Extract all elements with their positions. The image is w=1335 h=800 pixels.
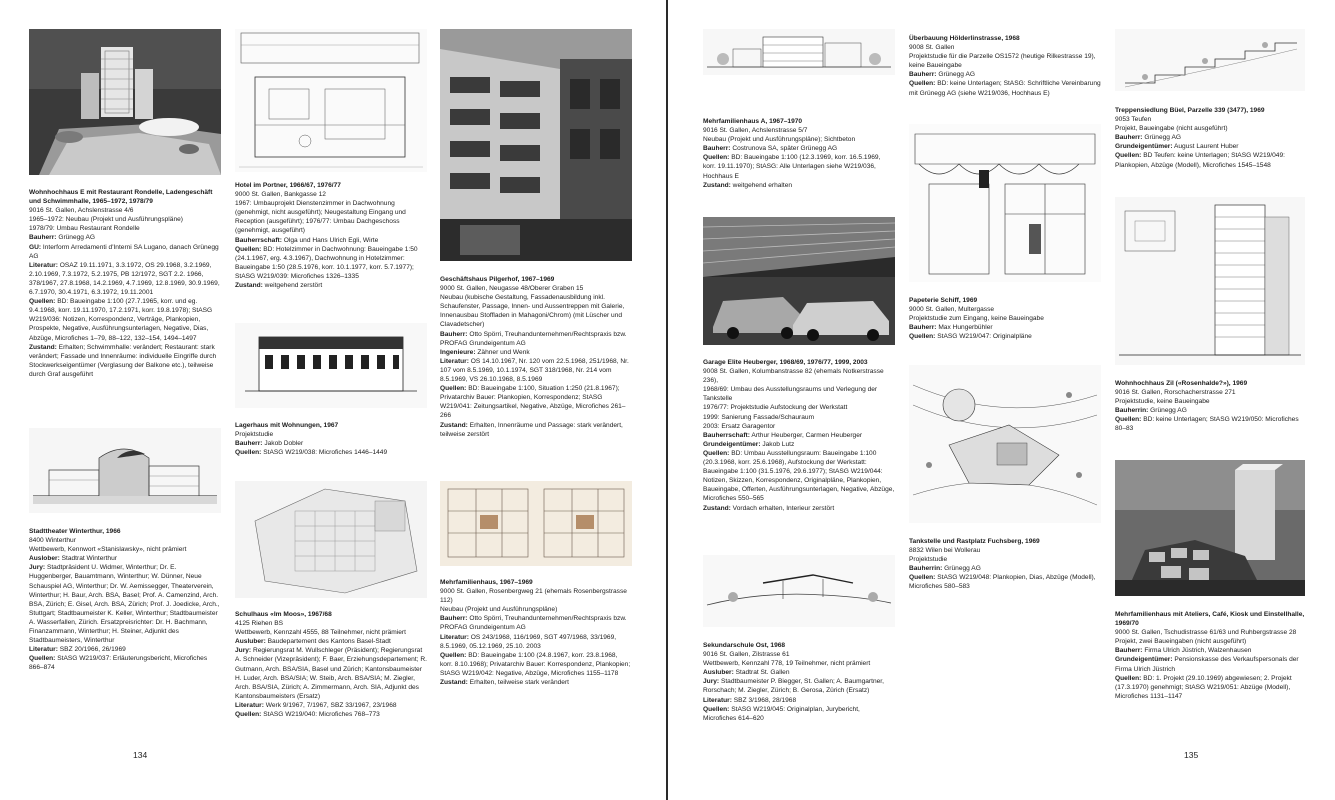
entry-line: Projekt, Baueingabe (nicht ausgeführt) [1115,125,1228,133]
entry-line: Grundeigentümer: August Laurent Huber [1115,143,1239,151]
entry-line: Quellen: BD: keine Unterlagen; StASG: Schriftliche Vereinbarung mit Grünegg AG (siehe W219/036, Hochhaus E) [909,80,1101,97]
entry-line: Zustand: Erhalten; Schwimmhalle: verändert; Restaurant: stark verändert; Fassade und Innenräume: individuelle Eingriffe durch Stockwerkseigentümer (Verglasung der Balkone etc.), teilweise durch Graf ausgeführt [29,343,217,378]
entry-line: 4125 Riehen BS [235,620,284,628]
entry-line: Quellen: BD: Umbau Ausstellungsraum: Baueingabe 1:100 (20.3.1968, korr. 25.6.1968), Aufstockung der Werkstatt: Baueingabe 1:100 (31.5.1976, 29.6.1977); StASG W219/044: Notizen, Skizzen, Korrespondenz, Originalpläne, Plankopien, Baueingabe, Offerten, Ausführungsunterlagen, Negative, Abzüge, Microfiches 550–565 [703,449,895,503]
left-page [0,0,667,800]
entry-title: Mehrfamilienhaus mit Ateliers, Café, Kiosk und Einstellhalle, 1969/70 [1115,611,1305,628]
entry-line: Quellen: StASG W219/040: Microfiches 768–773 [235,711,380,719]
entry-line: Literatur: SBZ 3/1968, 28/1968 [703,696,797,704]
entry-line: Quellen: BD Teufen: keine Unterlagen; StASG W219/049: Plankopien, Abzüge (Modell), Microfiches 1545–1548 [1115,152,1285,169]
photo-pilgerhof-facade [440,29,632,261]
entry-line: Projektstudie [235,431,274,439]
entry-line: Zustand: weitgehend zerstört [235,282,323,290]
entry-title: Lagerhaus mit Wohnungen, 1967 [235,422,339,429]
entry-line: 9016 St. Gallen, Rorschacherstrasse 271 [1115,389,1236,397]
entry-title: Wohnhochhaus E mit Restaurant Rondelle, Ladengeschäft und Schwimmhalle, 1965–1972, 1978/79 [29,189,213,206]
entry-line: Bauherrin: Grünegg AG [909,565,981,573]
entry-wohnhochhaus-e [29,188,221,379]
drawing-wohnhochhaus-zil-elevation [1115,197,1305,365]
entry-line: Quellen: BD: Baueingabe 1:100 (24.8.1967, korr. 23.8.1968, korr. 8.10.1968); Privatarchiv Bauer: Korrespondenz, Plankopien; StASG W219/042: Negative, Abzüge, Microfiches 1155–1178 [440,651,631,677]
entry-line: 9000 St. Gallen, Tschudistrasse 61/63 und Ruhbergstrasse 28 [1115,629,1297,637]
entry-line: Wettbewerb, Kennwort «Stanislawsky», nicht prämiert [29,546,187,554]
drawing-stadttheater-section [29,428,221,513]
entry-line: Neubau (kubische Gestaltung, Fassadenausbildung inkl. Schaufenster, Passage, Innen- und Aussentreppen mit Galerie, Innenausbau Stoffladen in Mahagoni/Chrom) (mit Lüscher und Clavadetscher) [440,294,625,329]
entry-line: Zustand: Erhalten, teilweise stark verändert [440,679,569,687]
entry-line: Projektstudie zum Eingang, keine Baueingabe [909,315,1044,323]
entry-line: Ingenieure: Zähner und Wenk [440,348,530,356]
entry-line: 9016 St. Gallen, Achslenstrasse 5/7 [703,127,808,135]
entry-line: Quellen: BD: Baueingabe 1:100, Situation 1:250 (21.8.1967); Privatarchiv Bauer: Plankopien, Korrespondenz; StASG W219/041: Zeitungsartikel, Negative, Abzüge, Microfiches 261–266 [440,385,626,420]
entry-line: 8400 Winterthur [29,537,76,545]
entry-line: Wettbewerb, Kennzahl 4555, 88 Teilnehmer, nicht prämiert [235,629,406,637]
drawing-lagerhaus-elevation [235,323,427,408]
entry-line: Literatur: OS 243/1968, 116/1969, SGT 497/1968, 33/1969, 8.5.1969, 05.12.1969, 25.10. 2003 [440,633,617,650]
entry-title: Stadttheater Winterthur, 1966 [29,528,121,535]
entry-line: 1978/79: Umbau Restaurant Rondelle [29,225,140,233]
entry-line: Quellen: BD: keine Unterlagen; StASG W219/050: Microfiches 80–83 [1115,416,1299,433]
entry-line: Quellen: StASG W219/048: Plankopien, Dias, Abzüge (Modell), Microfiches 580–583 [909,574,1096,591]
entry-tankstelle-fuchsberg [909,537,1101,592]
entry-line: 9016 St. Gallen, Achslenstrasse 4/6 [29,207,134,215]
drawing-treppensiedlung-section [1115,29,1305,91]
entry-line: Bauherrin: Grünegg AG [1115,407,1187,415]
entry-line: Quellen: BD: Baueingabe 1:100 (27.7.1965, korr. und eg. 9.4.1968, korr. 19.11.1970, 17.2.1971, korr. 19.8.1978); StASG W219/036: Notizen, Korrespondenz, Verträge, Plankopien, Prospekte, Negative, Ausführungsunterlagen, Negative, Dias, Abzüge, Microfiches 1–79, 88–122, 132–154, 1494–1497 [29,298,213,342]
entry-line: Grundeigentümer: Jakob Lutz [703,440,795,448]
entry-title: Geschäftshaus Pilgerhof, 1967–1969 [440,276,555,283]
entry-line: Bauherr: Firma Ulrich Jüstrich, Walzenhausen [1115,647,1252,655]
entry-mfh-ateliers [1115,610,1307,701]
entry-line: Ausluber: Stadtrat St. Gallen [703,669,790,677]
entry-line: Zustand: Erhalten, Innenräume und Passage: stark verändert, teilweise zerstört [440,421,623,438]
entry-line: Bauherr: Costrunova SA, später Grünegg AG [703,145,838,153]
entry-garage-elite [703,358,895,513]
entry-line: Quellen: BD: Hotelzimmer in Dachwohnung: Baueingabe 1:50 (24.1.1967, erg. 4.3.1967), Dachwohnung in Hotelzimmer: Baueingabe 1:50 (28.5.1976, korr. 10.1.1977, korr. 5.7.1977); StASG W219/039: Microfiches 1326–1335 [235,245,418,280]
entry-line: Bauherr: Grünegg AG [1115,134,1181,142]
entry-treppensiedlung [1115,106,1307,170]
drawing-tankstelle-plan [909,365,1101,523]
entry-line: Grundeigentümer: Pensionskasse des Verkaufspersonals der Firma Ulrich Jüstrich [1115,656,1299,673]
entry-sekundarschule [703,641,895,723]
entry-line: Neubau (Projekt und Ausführungspläne) [440,606,558,614]
entry-line: Literatur: OSAZ 19.11.1971, 3.3.1972, OS 29.1968, 3.2.1969, 2.10.1969, 7.3.1972, 5.2.1975, PB 12/1972, SGT 2.2. 1966, 378/1967, 27.8.1968, 14.2.1969, 4.7.1969, 12.8.1969, 30.9.1969, 6.7.1970, 30.4.1971, 6.3.1972, 19.11.2001 [29,261,220,297]
page-number: 134 [133,750,148,760]
entry-line: Literatur: SBZ 20/1966, 26/1969 [29,646,126,654]
entry-line: Quellen: StASG W219/047: Originalpläne [909,333,1032,341]
entry-line: Zustand: Vordach erhalten, Interieur zerstört [703,504,835,512]
entry-title: Schulhaus «Im Moos», 1967/68 [235,611,332,618]
entry-line: 9008 St. Gallen, Kolumbanstrasse 82 (ehemals Notkerstrasse 236), [703,368,884,385]
entry-line: 1967: Umbauprojekt Dienstenzimmer in Dachwohnung (genehmigt, nicht ausgeführt); Neugestaltung Eingang und Reception (ausgeführt); 1976/77: Umbau Dachgeschoss (genehmigt, ausgeführt) [235,200,406,235]
entry-line: Quellen: BD: 1. Projekt (29.10.1969) abgewiesen; 2. Projekt (17.3.1970) genehmigt; StASG W219/051: Abzüge (Modell), Microfiches 1131–1147 [1115,674,1292,700]
drawing-schulhaus-plan [235,481,427,598]
entry-title: Wohnhochhaus Zil («Rosenhalde?»), 1969 [1115,380,1248,387]
entry-line: 1976/77: Projektstudie Aufstockung der Werkstatt [703,404,848,412]
drawing-papeterie-perspective [909,124,1101,282]
photo-garage-interior [703,217,895,345]
drawing-sekundarschule-section [703,555,895,627]
entry-line: Quellen: BD: Baueingabe 1:100 (12.3.1969, korr. 16.5.1969, korr. 19.11.1970); StASG: Alle Unterlagen siehe W219/036, Hochhaus E [703,154,881,180]
entry-schulhaus-moos [235,610,427,719]
drawing-mfh-a-elevation [703,29,895,75]
entry-pilgerhof [440,275,632,439]
drawing-hotel-plan [235,29,427,172]
entry-line: Quellen: StASG W219/038: Microfiches 1446–1449 [235,449,388,457]
entry-line: Bauherrschaft: Arthur Heuberger, Carmen Heuberger [703,431,863,439]
entry-line: 9053 Teufen [1115,116,1152,124]
photo-mfh-ateliers-model [1115,460,1305,596]
entry-title: Sekundarschule Ost, 1968 [703,642,786,649]
entry-line: 1968/69: Umbau des Ausstellungsraums und Verlegung der Tankstelle [703,386,878,403]
entry-line: 9000 St. Gallen, Multergasse [909,306,995,314]
entry-line: Projektstudie für die Parzelle OS1572 (heutige Rilkestrasse 19), keine Baueingabe [909,53,1096,70]
entry-line: Neubau (Projekt und Ausführungspläne); Sichtbeton [703,136,856,144]
entry-line: 9000 St. Gallen, Bankgasse 12 [235,191,326,199]
right-page [668,0,1335,800]
entry-mfh-a [703,117,895,190]
entry-line: Jury: Regierungsrat M. Wullschleger (Präsident); Regierungsrat A. Schneider (Vizepräsident); F. Baer, Erziehungsdepartement; R. Gutmann, Arch. BSA/SIA, Basel und Zürich; Kantonsbaumeister H. Luder, Arch. BSA/SIA; W. Steib, Arch. BSA/SIA; M. Ziegler, Arch. BSA/SIA, Zürich; A. Zimmermann, Arch. SIA, Adjunkt des Kantonsbaumeisters (Ersatz) [235,647,427,700]
entry-line: Bauherr: Grünegg AG [909,71,975,79]
entry-line: Ausluber: Baudepartement des Kantons Basel-Stadt [235,638,391,646]
entry-line: Quellen: StASG W219/045: Originalplan, Jurybericht, Microfiches 614–620 [703,705,860,722]
entry-lagerhaus [235,421,427,457]
entry-line: Jury: Stadtpräsident U. Widmer, Winterthur; Dr. E. Huggenberger, Bauamtmann, Winterthur; W. Dünner, Neue Schauspiel AG, Winterthur; Dr. W. Aemissegger, Theaterverein, Winterthur; H. Baur, Arch. BSA, Basel; Prof. A. Camenzind, Arch. BSA, Zürich; E. Gisel, Arch. BSA, Zürich; Prof. J. Joedicke, Arch., Stuttgart; Stadtbaumeister K. Keller, Winterthur; Stadtbaumeister A. Wasserfallen, Zürich. Ersatzpreisrichter: Dr. H. Bachmann, Finanzammann, Winterthur; H. Steiner, Adjunkt des Stadtbaumeisters, Winterthur [29,564,220,645]
entry-line: Bauherr: Otto Spörri, Treuhandunternehmen/Rechtspraxis bzw. PROFAG Grundeigentum AG [440,615,627,632]
entry-line: Bauherr: Jakob Dobler [235,440,304,448]
entry-line: 9000 St. Gallen, Rosenbergweg 21 (ehemals Rosenbergstrasse 112) [440,588,627,605]
entry-line: GU: Interform Arredamenti d'Interni SA Lugano, danach Grünegg AG [29,243,219,260]
entry-mehrfamilienhaus-1967 [440,578,632,687]
entry-line: Bauherrschaft: Olga und Hans Ulrich Egli, Wirte [235,236,379,244]
page-number: 135 [1184,750,1199,760]
entry-line: 8832 Wilen bei Wollerau [909,547,981,555]
entry-line: Literatur: Werk 9/1967, 7/1967, SBZ 33/1967, 23/1968 [235,701,397,709]
entry-line: Projekt, zwei Baueingaben (nicht ausgeführt) [1115,638,1247,646]
entry-title: Mehrfamilienhaus A, 1967–1970 [703,118,803,125]
entry-title: Hotel im Portner, 1966/67, 1976/77 [235,182,341,189]
entry-line: Projektstudie, keine Baueingabe [1115,398,1210,406]
entry-title: Tankstelle und Rastplatz Fuchsberg, 1969 [909,538,1040,545]
entry-line: Auslober: Stadtrat Winterthur [29,555,117,563]
entry-line: 9016 St. Gallen, Zilstrasse 61 [703,651,790,659]
entry-line: Bauherr: Max Hungerbühler [909,324,993,332]
entry-title: Papeterie Schiff, 1969 [909,297,978,304]
entry-line: 1999: Sanierung Fassade/Schauraum [703,413,815,421]
entry-title: Treppensiedlung Büel, Parzelle 339 (3477), 1969 [1115,107,1265,114]
entry-stadttheater [29,527,221,673]
entry-title: Garage Elite Heuberger, 1968/69, 1976/77, 1999, 2003 [703,359,868,366]
entry-line: Wettbewerb, Kennzahl 778, 19 Teilnehmer, nicht prämiert [703,660,871,668]
entry-line: 1965–1972: Neubau (Projekt und Ausführungspläne) [29,216,183,224]
entry-line: Bauherr: Grünegg AG [29,234,95,242]
entry-line: Bauherr: Otto Spörri, Treuhandunternehmen/Rechtspraxis bzw. PROFAG Grundeigentum AG [440,330,627,347]
entry-line: Literatur: OS 14.10.1967, Nr. 120 vom 22.5.1968, 251/1968, Nr. 107 vom 8.5.1969, 10.1.1974, SGT 318/1968, Nr. 214 vom 8.5.1969, VS 26.10.1968, 8.5.1969 [440,357,629,384]
entry-line: 9008 St. Gallen [909,44,955,52]
entry-hoelderlinstrasse [909,34,1101,98]
entry-hotel-portner [235,181,427,290]
entry-line: Jury: Stadtbaumeister P. Biegger, St. Gallen; A. Baumgartner, Rorschach; M. Ziegler, Zürich; B. Gerosa, Zürich (Ersatz) [703,678,884,695]
photo-wohnhochhaus-model [29,29,221,175]
entry-wohnhochhaus-zil [1115,379,1307,434]
entry-line: Quellen: StASG W219/037: Erläuterungsbericht, Microfiches 866–874 [29,655,208,672]
entry-papeterie-schiff [909,296,1101,341]
drawing-mehrfamilienhaus-plan [440,481,632,566]
entry-title: Überbauung Hölderlinstrasse, 1968 [909,35,1020,42]
entry-line: Projektstudie [909,556,948,564]
entry-title: Mehrfamilienhaus, 1967–1969 [440,579,533,586]
entry-line: Zustand: weitgehend erhalten [703,181,793,189]
entry-line: 9000 St. Gallen, Neugasse 48/Oberer Graben 15 [440,285,584,293]
entry-line: 2003: Ersatz Garagentor [703,422,776,430]
